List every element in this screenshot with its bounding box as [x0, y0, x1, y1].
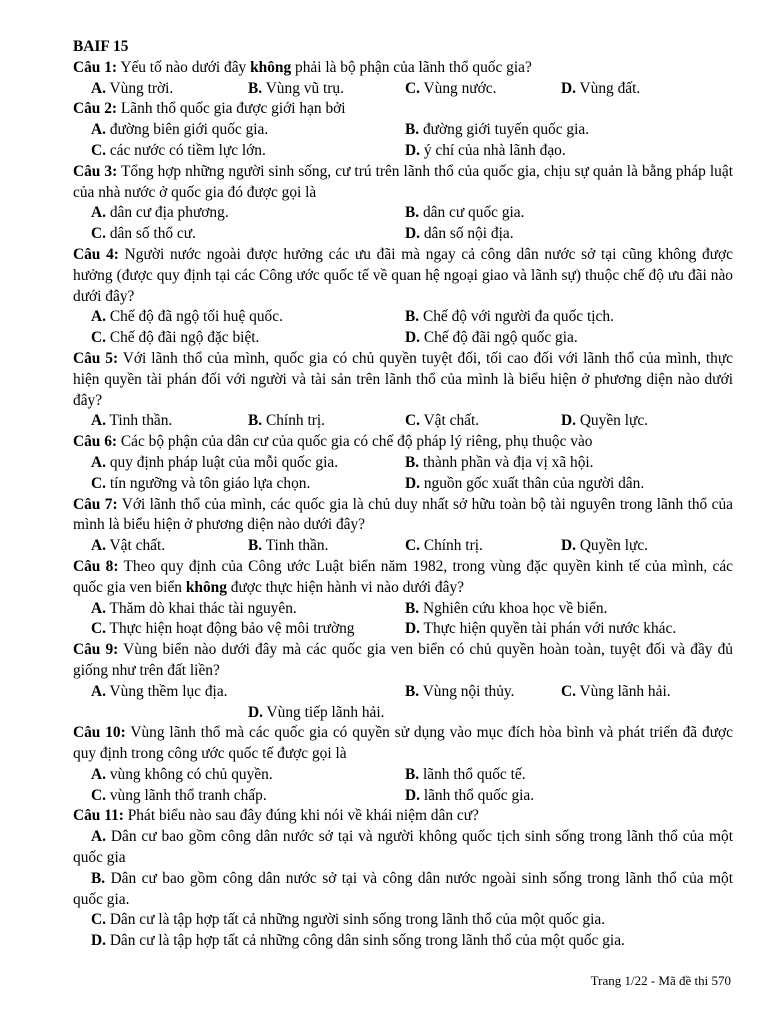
option-text: đường giới tuyến quốc gia.: [419, 121, 590, 139]
option-letter: C.: [405, 79, 420, 97]
option-text: dân cư quốc gia.: [419, 204, 525, 222]
option-letter: D.: [405, 225, 420, 243]
option-letter: A.: [91, 121, 106, 139]
answer-option: [561, 411, 648, 432]
option-letter: C.: [561, 682, 576, 700]
answer-option: [405, 328, 578, 349]
option-letter: D.: [405, 786, 420, 804]
answer-option: [405, 79, 496, 100]
option-text: Thăm dò khai thác tài nguyên.: [105, 599, 297, 617]
option-letter: D.: [405, 329, 420, 347]
option-text: Dân cư bao gồm công dân nước sở tại và công dân nước ngoài sinh sống trong lãnh thổ của một quốc gia.: [73, 869, 733, 908]
options-row: [73, 141, 733, 162]
option-text: Chính trị.: [262, 412, 325, 430]
option-text: Thực hiện quyền tài phán với nước khác.: [419, 620, 677, 638]
options-row: [73, 619, 733, 640]
option-letter: B.: [248, 79, 263, 97]
option-letter: A.: [91, 682, 106, 700]
options-row: [73, 682, 733, 703]
answer-option: [91, 599, 297, 620]
question-text: Yếu tố nào dưới đây không phải là bộ phận của lãnh thổ quốc gia?: [117, 58, 532, 76]
option-letter: D.: [405, 141, 420, 159]
answer-option: [91, 619, 354, 640]
option-text: lãnh thổ quốc tế.: [419, 765, 526, 783]
option-letter: B.: [405, 204, 420, 222]
option-text: quy định pháp luật của mỗi quốc gia.: [105, 453, 339, 471]
option-letter: A.: [91, 828, 106, 846]
answer-option: [405, 224, 514, 245]
option-text: Chính trị.: [419, 537, 483, 555]
question-block: [73, 349, 733, 432]
option-text: Chế độ đãi ngộ đặc biệt.: [105, 329, 260, 347]
option-letter: B.: [405, 682, 420, 700]
question-stem: [73, 557, 733, 599]
option-letter: C.: [405, 537, 420, 555]
answer-option: [91, 141, 266, 162]
option-text: tín ngưỡng và tôn giáo lựa chọn.: [105, 474, 311, 492]
question-text: Các bộ phận của dân cư của quốc gia có chế độ pháp lý riêng, phụ thuộc vào: [117, 433, 593, 451]
option-letter: C.: [91, 620, 106, 638]
option-text: dân cư địa phương.: [105, 204, 229, 222]
option-text: nguồn gốc xuất thân của người dân.: [419, 474, 645, 492]
options-row: [73, 765, 733, 786]
options-row: [73, 453, 733, 474]
options-row: [73, 599, 733, 620]
question-stem: [73, 806, 733, 827]
option-letter: A.: [91, 453, 106, 471]
answer-option: [91, 411, 172, 432]
question-block: [73, 245, 733, 349]
option-letter: B.: [405, 765, 420, 783]
answer-option: [91, 536, 165, 557]
answer-option: [405, 120, 589, 141]
question-text: Với lãnh thổ của mình, các quốc gia là chủ duy nhất sở hữu toàn bộ tài nguyên trong lãnh thổ của mình là biểu hiện ở phương diện nào dưới đây?: [73, 495, 734, 534]
question-stem: [73, 245, 733, 307]
options-row: [73, 224, 733, 245]
option-text: dân số thổ cư.: [105, 225, 196, 243]
answer-option: [405, 474, 644, 495]
option-letter: D.: [91, 932, 106, 950]
answer-option: [405, 536, 483, 557]
option-text: Vùng tiếp lãnh hải.: [262, 703, 385, 721]
option-text: các nước có tiềm lực lớn.: [105, 141, 266, 159]
option-text: Vùng trời.: [105, 79, 174, 97]
answer-option: [248, 536, 328, 557]
answer-option: [405, 141, 566, 162]
options-row: [73, 474, 733, 495]
option-text: Dân cư là tập hợp tất cả những người sinh sống trong lãnh thổ của một quốc gia.: [105, 911, 606, 929]
answer-option: [91, 307, 283, 328]
answer-option: [561, 682, 671, 703]
question-block: [73, 99, 733, 161]
answer-option: [248, 411, 325, 432]
option-text: Vùng vũ trụ.: [262, 79, 344, 97]
answer-option: [405, 682, 514, 703]
option-letter: B.: [405, 453, 420, 471]
answer-option: [73, 827, 733, 869]
options-row: [73, 203, 733, 224]
options-row: [73, 328, 733, 349]
answer-option: [405, 599, 607, 620]
option-text: Dân cư bao gồm công dân nước sở tại và người không quốc tịch sinh sống trong lãnh thổ của một quốc gia: [73, 828, 733, 867]
option-text: Chế độ đã ngộ tối huệ quốc.: [105, 308, 283, 326]
option-text: Vùng nước.: [419, 79, 497, 97]
option-letter: C.: [91, 141, 106, 159]
question-stem: [73, 58, 733, 79]
question-block: [73, 640, 733, 723]
question-block: [73, 432, 733, 494]
option-text: lãnh thổ quốc gia.: [419, 786, 535, 804]
option-text: Quyền lực.: [575, 537, 648, 555]
option-text: Dân cư là tập hợp tất cả những công dân sinh sống trong lãnh thổ của một quốc gia.: [105, 932, 625, 950]
question-stem: [73, 162, 733, 204]
answer-option: [91, 453, 338, 474]
option-letter: B.: [405, 121, 420, 139]
answer-option: [405, 765, 526, 786]
option-letter: A.: [91, 765, 106, 783]
answer-option: [91, 682, 228, 703]
question-text: Tổng hợp những người sinh sống, cư trú trên lãnh thổ của quốc gia, chịu sự quản là bằng pháp luật của nhà nước ở quốc gia đó được gọi là: [73, 162, 733, 201]
option-letter: A.: [91, 412, 106, 430]
question-stem: [73, 723, 733, 765]
question-stem: [73, 349, 733, 411]
option-text: Vật chất.: [105, 537, 166, 555]
question-stem: [73, 432, 733, 453]
option-text: Nghiên cứu khoa học về biển.: [419, 599, 608, 617]
question-block: [73, 723, 733, 806]
question-text: Lãnh thổ quốc gia được giới hạn bởi: [117, 100, 346, 118]
option-letter: A.: [91, 204, 106, 222]
answer-option: [91, 765, 273, 786]
option-letter: C.: [405, 412, 420, 430]
exam-title: BAIF 15: [73, 38, 129, 55]
option-letter: A.: [91, 537, 106, 555]
answer-option: [405, 307, 614, 328]
question-number: Câu 10:: [73, 724, 126, 742]
answer-option: [91, 786, 267, 807]
answer-option: [248, 703, 385, 724]
question-stem: [73, 495, 733, 537]
question-number: Câu 7:: [73, 495, 118, 513]
answer-option: [91, 224, 196, 245]
option-letter: B.: [405, 308, 420, 326]
question-number: Câu 3:: [73, 162, 118, 180]
question-number: Câu 5:: [73, 349, 119, 367]
option-letter: C.: [91, 225, 106, 243]
option-letter: D.: [248, 703, 263, 721]
question-text: Vùng biển nào dưới đây mà các quốc gia ven biển có chủ quyền hoàn toàn, tuyệt đối và đầy đủ giống như trên đất liền?: [73, 641, 733, 679]
option-text: Vùng lãnh hải.: [575, 682, 671, 700]
question-number: Câu 2:: [73, 100, 118, 118]
option-letter: C.: [91, 329, 106, 347]
question-stem: [73, 99, 733, 120]
option-text: Chế độ đãi ngộ quốc gia.: [419, 329, 578, 347]
page-footer: Trang 1/22 - Mã đề thi 570: [590, 973, 731, 988]
answer-option: [405, 619, 676, 640]
option-text: ý chí của nhà lãnh đạo.: [419, 141, 566, 159]
option-letter: C.: [91, 474, 106, 492]
answer-option: [91, 120, 268, 141]
options-row: [73, 411, 733, 432]
answer-option: [561, 79, 640, 100]
option-letter: D.: [561, 537, 576, 555]
options-row: [73, 79, 733, 100]
answer-option: [405, 203, 524, 224]
question-list: [73, 58, 733, 952]
option-letter: A.: [91, 308, 106, 326]
answer-option: [91, 79, 173, 100]
answer-option: [248, 79, 344, 100]
option-text: Quyền lực.: [575, 412, 648, 430]
option-text: Vật chất.: [419, 412, 480, 430]
question-number: Câu 6:: [73, 433, 118, 451]
answer-option: [73, 910, 733, 931]
question-stem: [73, 640, 733, 682]
question-block: [73, 58, 733, 100]
option-text: Vùng thềm lục địa.: [105, 682, 228, 700]
answer-option: [405, 453, 594, 474]
exam-page: [73, 37, 733, 952]
options-row: [73, 120, 733, 141]
question-number: Câu 9:: [73, 641, 119, 659]
answer-option: [561, 536, 648, 557]
option-letter: D.: [405, 474, 420, 492]
option-text: vùng lãnh thổ tranh chấp.: [105, 786, 267, 804]
option-letter: A.: [91, 79, 106, 97]
question-text: Người nước ngoài được hưởng các ưu đãi mà ngay cả công dân nước sở tại cũng không được hưởng (được quy định tại các Công ước quốc tế về quan hệ ngoại giao và lãnh sự) thuộc chế độ ưu đãi nào dưới đây?: [73, 245, 734, 305]
answer-option: [91, 474, 310, 495]
option-text: thành phần và địa vị xã hội.: [419, 453, 594, 471]
option-letter: D.: [561, 412, 576, 430]
option-letter: C.: [91, 911, 106, 929]
option-letter: C.: [91, 786, 106, 804]
options-row: [73, 307, 733, 328]
option-text: Tinh thần.: [105, 412, 173, 430]
question-number: Câu 8:: [73, 557, 119, 575]
option-letter: D.: [405, 620, 420, 638]
option-letter: B.: [91, 869, 106, 887]
question-text: Theo quy định của Công ước Luật biển năm 1982, trong vùng đặc quyền kinh tế của mình, các quốc gia ven biển không được thực hiện hành vi nào dưới đây?: [73, 557, 733, 596]
option-letter: B.: [248, 537, 263, 555]
question-number: Câu 11:: [73, 807, 124, 825]
option-text: đường biên giới quốc gia.: [105, 121, 269, 139]
option-text: dân số nội địa.: [419, 225, 514, 243]
answer-option: [73, 869, 733, 911]
option-letter: B.: [405, 599, 420, 617]
answer-option: [91, 203, 229, 224]
answer-option: [405, 786, 534, 807]
answer-option: [405, 411, 479, 432]
option-text: Vùng đất.: [575, 79, 641, 97]
question-number: Câu 1:: [73, 58, 118, 76]
question-text: Với lãnh thổ của mình, quốc gia có chủ quyền tuyệt đối, tối cao đối với lãnh thổ của mình, thực hiện quyền tài phán đối với người và tài sản trên lãnh thổ của mình là biểu hiện ở phương diện nào dưới đây?: [73, 349, 733, 409]
option-text: Thực hiện hoạt động bảo vệ môi trường: [105, 620, 355, 638]
option-letter: A.: [91, 599, 106, 617]
option-letter: B.: [248, 412, 263, 430]
question-block: [73, 806, 733, 952]
option-text: vùng không có chủ quyền.: [105, 765, 273, 783]
option-text: Tinh thần.: [262, 537, 329, 555]
options-row: [73, 536, 733, 557]
option-text: Chế độ với người đa quốc tịch.: [419, 308, 614, 326]
option-text: Vùng nội thủy.: [419, 682, 515, 700]
answer-option: [91, 328, 259, 349]
options-row: [73, 786, 733, 807]
option-letter: D.: [561, 79, 576, 97]
question-block: [73, 162, 733, 245]
question-block: [73, 495, 733, 557]
question-number: Câu 4:: [73, 245, 119, 263]
question-block: [73, 557, 733, 640]
question-text: Vùng lãnh thổ mà các quốc gia có quyền sử dụng vào mục đích hòa bình và phát triển đã được quy định trong công ước quốc tế được gọi là: [73, 724, 734, 763]
question-text: Phát biểu nào sau đây đúng khi nói về khái niệm dân cư?: [123, 807, 479, 825]
answer-option: [73, 931, 733, 952]
options-row: [73, 703, 733, 724]
